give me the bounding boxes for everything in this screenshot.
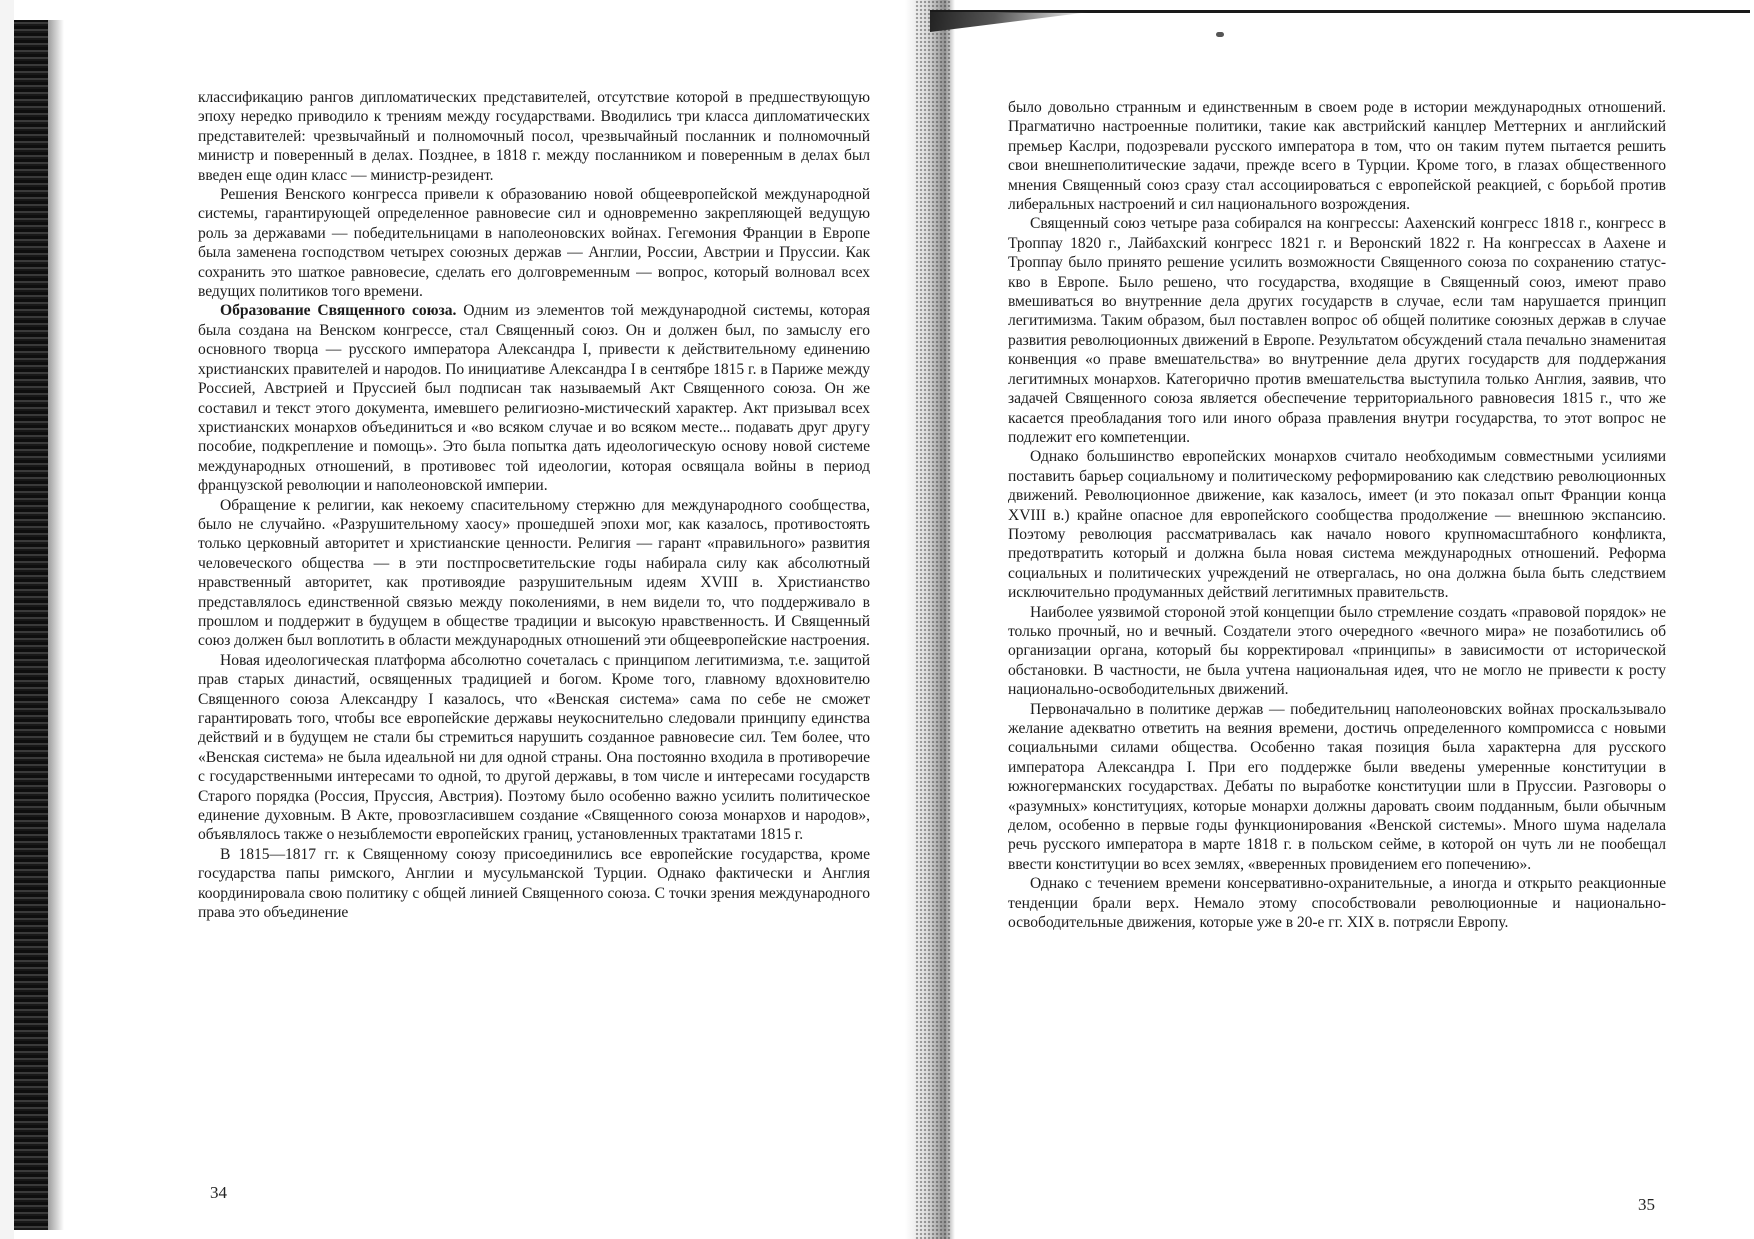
- right-page: [1008, 98, 1666, 932]
- paragraph: Однако с течением времени консервативно-охранительные, а иногда и открыто реакционные тенденции брали верх. Немало этому способствовали революционные и национально-освободительные движения, которые уже в 20-е гг. XIX в. потрясли Европу.: [1008, 875, 1666, 932]
- book-edge-left: [14, 20, 48, 1230]
- scan-border-left: [0, 0, 14, 1239]
- paragraph-with-heading: [198, 301, 870, 495]
- page-number: 34: [210, 1183, 227, 1202]
- paragraph: Наиболее уязвимой стороной этой концепции было стремление создать «правовой порядок» не только прочный, но и вечный. Создатели этого очередного «вечного мира» не позаботились об организации органа, который бы корректировал «принципы» в зависимости от исторической обстановки. В частности, не была учтена национальная идея, что не могло не привести к росту национально-освободительных движений.: [1008, 603, 1666, 699]
- paragraph-text: Одним из элементов той международной системы, которая была создана на Венском конгрессе, стал Священный союз. Он и должен был, по замыслу его основного творца — русского императора Александра I, привести к действительному единению христианских правителей и народов. По инициативе Александра I в сентябре 1815 г. в Париже между Россией, Австрией и Пруссией был подписан так называемый Акт Священного союза. Он же составил и текст этого документа, имевшего религиозно-мистический характер. Акт призывал всех христианских монархов объединиться и «во всяком случае и во всяком месте... подавать друг другу пособие, подкрепление и помощь». Это была попытка дать идеологическую основу новой системе международных отношений, в противовес той идеологии, которая освящала войны в период французской революции и наполеоновской империи.: [198, 302, 870, 495]
- paragraph: Обращение к религии, как некоему спасительному стержню для международного сообщества, было не случайно. «Разрушительному хаосу» прошедшей эпохи мог, как казалось, противостоять только церковный авторитет и христианские ценности. Религия — гарант «правильного» развития человеческого общества — в эти постпросветительские годы набирала силу как абсолютный нравственный авторитет, как противоядие разрушительным идеям XVIII в. Христианство представлялось единственной связью между поколениями, в нем видели то, что поддерживало в прошлом и поддержит в будущем в обществе традиции и высокую нравственность. И Священный союз должен был воплотить в области международных отношений эти общеевропейские настроения.: [198, 496, 870, 650]
- paragraph: Новая идеологическая платформа абсолютно сочеталась с принципом легитимизма, т.е. защитой прав старых династий, освященных традицией и богом. Кроме того, главному вдохновителю Священного союза Александру I казалось, что «Венская система» сама по себе не сможет гарантировать того, чтобы все европейские державы неукоснительно следовали принципу единства действий и в будущем не стали бы стремиться нарушить созданное равновесие сил. Тем более, что «Венская система» не была идеальной ни для одной страны. Она постоянно входила в противоречие с государственными интересами то одной, то другой державы, в том числе и интересами государств Старого порядка (Россия, Пруссия, Австрия). Поэтому было особенно важно усилить политическое единение духовным. В Акте, провозгласившем создание «Священного союза монархов и народов», объявлялось также о незыблемости европейских границ, установленных трактатами 1815 г.: [198, 651, 870, 844]
- paragraph: Священный союз четыре раза собирался на конгрессы: Аахенский конгресс 1818 г., конгресс в Троппау 1820 г., Лайбахский конгресс 1821 г. и Веронский 1822 г. На конгрессах в Аахене и Троппау было принято решение усилить возможности Священного союза по сохранению статус-кво в Европе. Было решено, что государства, входящие в Священный союз, имеют право вмешиваться во внутренние дела других государств в случае, если там нарушается принцип легитимизма. Таким образом, был поставлен вопрос об общей политике союзных держав в случае развития революционных движений в Европе. Результатом обсуждений стала печально знаменитая конвенция «о праве вмешательства» во внутренние дела других государств для поддержания легитимных монархов. Категорично против вмешательства выступила только Англия, заявив, что задачей Священного союза является обеспечение территориального равновесия 1815 г., что же касается преобладания того или иного образа правления внутри государства, то этот вопрос не подлежит его компетенции.: [1008, 215, 1666, 446]
- book-edge-shadow: [48, 20, 64, 1230]
- gutter-scan-noise: [915, 0, 951, 1239]
- paragraph: Решения Венского конгресса привели к образованию новой общеевропейской международной системы, гарантирующей определенное равновесие сил и одновременно закрепляющей ведущую роль за державами — победительницами в наполеоновских войнах. Гегемония Франции в Европе была заменена господством четырех союзных держав — Англии, России, Австрии и Пруссии. Как сохранить это шаткое равновесие, сделать его долговременным — вопрос, который волновал всех ведущих политиков того времени.: [198, 186, 870, 301]
- page-number: 35: [1638, 1195, 1655, 1214]
- paragraph: было довольно странным и единственным в своем роде в истории международных отношений. Прагматично настроенные политики, такие как австрийский канцлер Меттерних и английский премьер Каслри, подозревали русского императора в том, что он таким путем пытается решить свои внешнеполитические задачи, прежде всего в Турции. Кроме того, в глазах общественного мнения Священный союз сразу стал ассоциироваться с европейской реакцией, с борьбой против либеральных настроений и сил национального возрождения.: [1008, 99, 1666, 214]
- paragraph: В 1815—1817 гг. к Священному союзу присоединились все европейские государства, кроме государства папы римского, Англии и мусульманской Турции. Однако фактически и Англия координировала свою политику с общей линией Священного союза. С точки зрения международного права это объединение: [198, 845, 870, 922]
- left-page: [198, 88, 870, 922]
- section-heading: Образование Священного союза.: [220, 302, 457, 320]
- paragraph: классификацию рангов дипломатических представителей, отсутствие которой в предшествующую эпоху нередко приводило к трениям между государствами. Вводились три класса дипломатических представителей: чрезвычайный и полномочный посол, чрезвычайный посланник и полномочный министр и поверенный в делах. Позднее, в 1818 г. между посланником и поверенным в делах был введен еще один класс — министр-резидент.: [198, 89, 870, 184]
- scan-speck: [1216, 32, 1224, 37]
- paragraph: Однако большинство европейских монархов считало необходимым совместными усилиями поставить барьер социальному и политическому реформированию как следствию революционных движений. Революционное движение, как казалось, имеет (и это показал опыт Франции конца XVIII в.) крайне опасное для европейского сообщества продолжение — внешнюю экспансию. Поэтому революция рассматривалась как начало нового крупномасштабного конфликта, предотвратить который и должна была новая система международных отношений. Реформа социальных и политических учреждений не отвергалась, но она должна была быть следствием исключительно продуманных действий легитимных правительств.: [1008, 448, 1666, 602]
- paragraph: Первоначально в политике держав — победительниц наполеоновских войнах проскальзывало желание адекватно ответить на веяния времени, достичь определенного компромисса с новыми социальными силами общества. Особенно такая позиция была характерна для русского императора Александра I. При его поддержке были введены умеренные конституции в южногерманских государствах. Дебаты по выработке конституции шли в Пруссии. Разговоры о «разумных» конституциях, которые монархи должны даровать своим подданным, были обычным делом, особенно в первые годы функционирования «Венской системы». Много шума наделала речь русского императора в марте 1818 г. в польском сейме, в которой он чуть ли не пообещал ввести конституции во всех землях, «вверенных провидением его попечению».: [1008, 700, 1666, 873]
